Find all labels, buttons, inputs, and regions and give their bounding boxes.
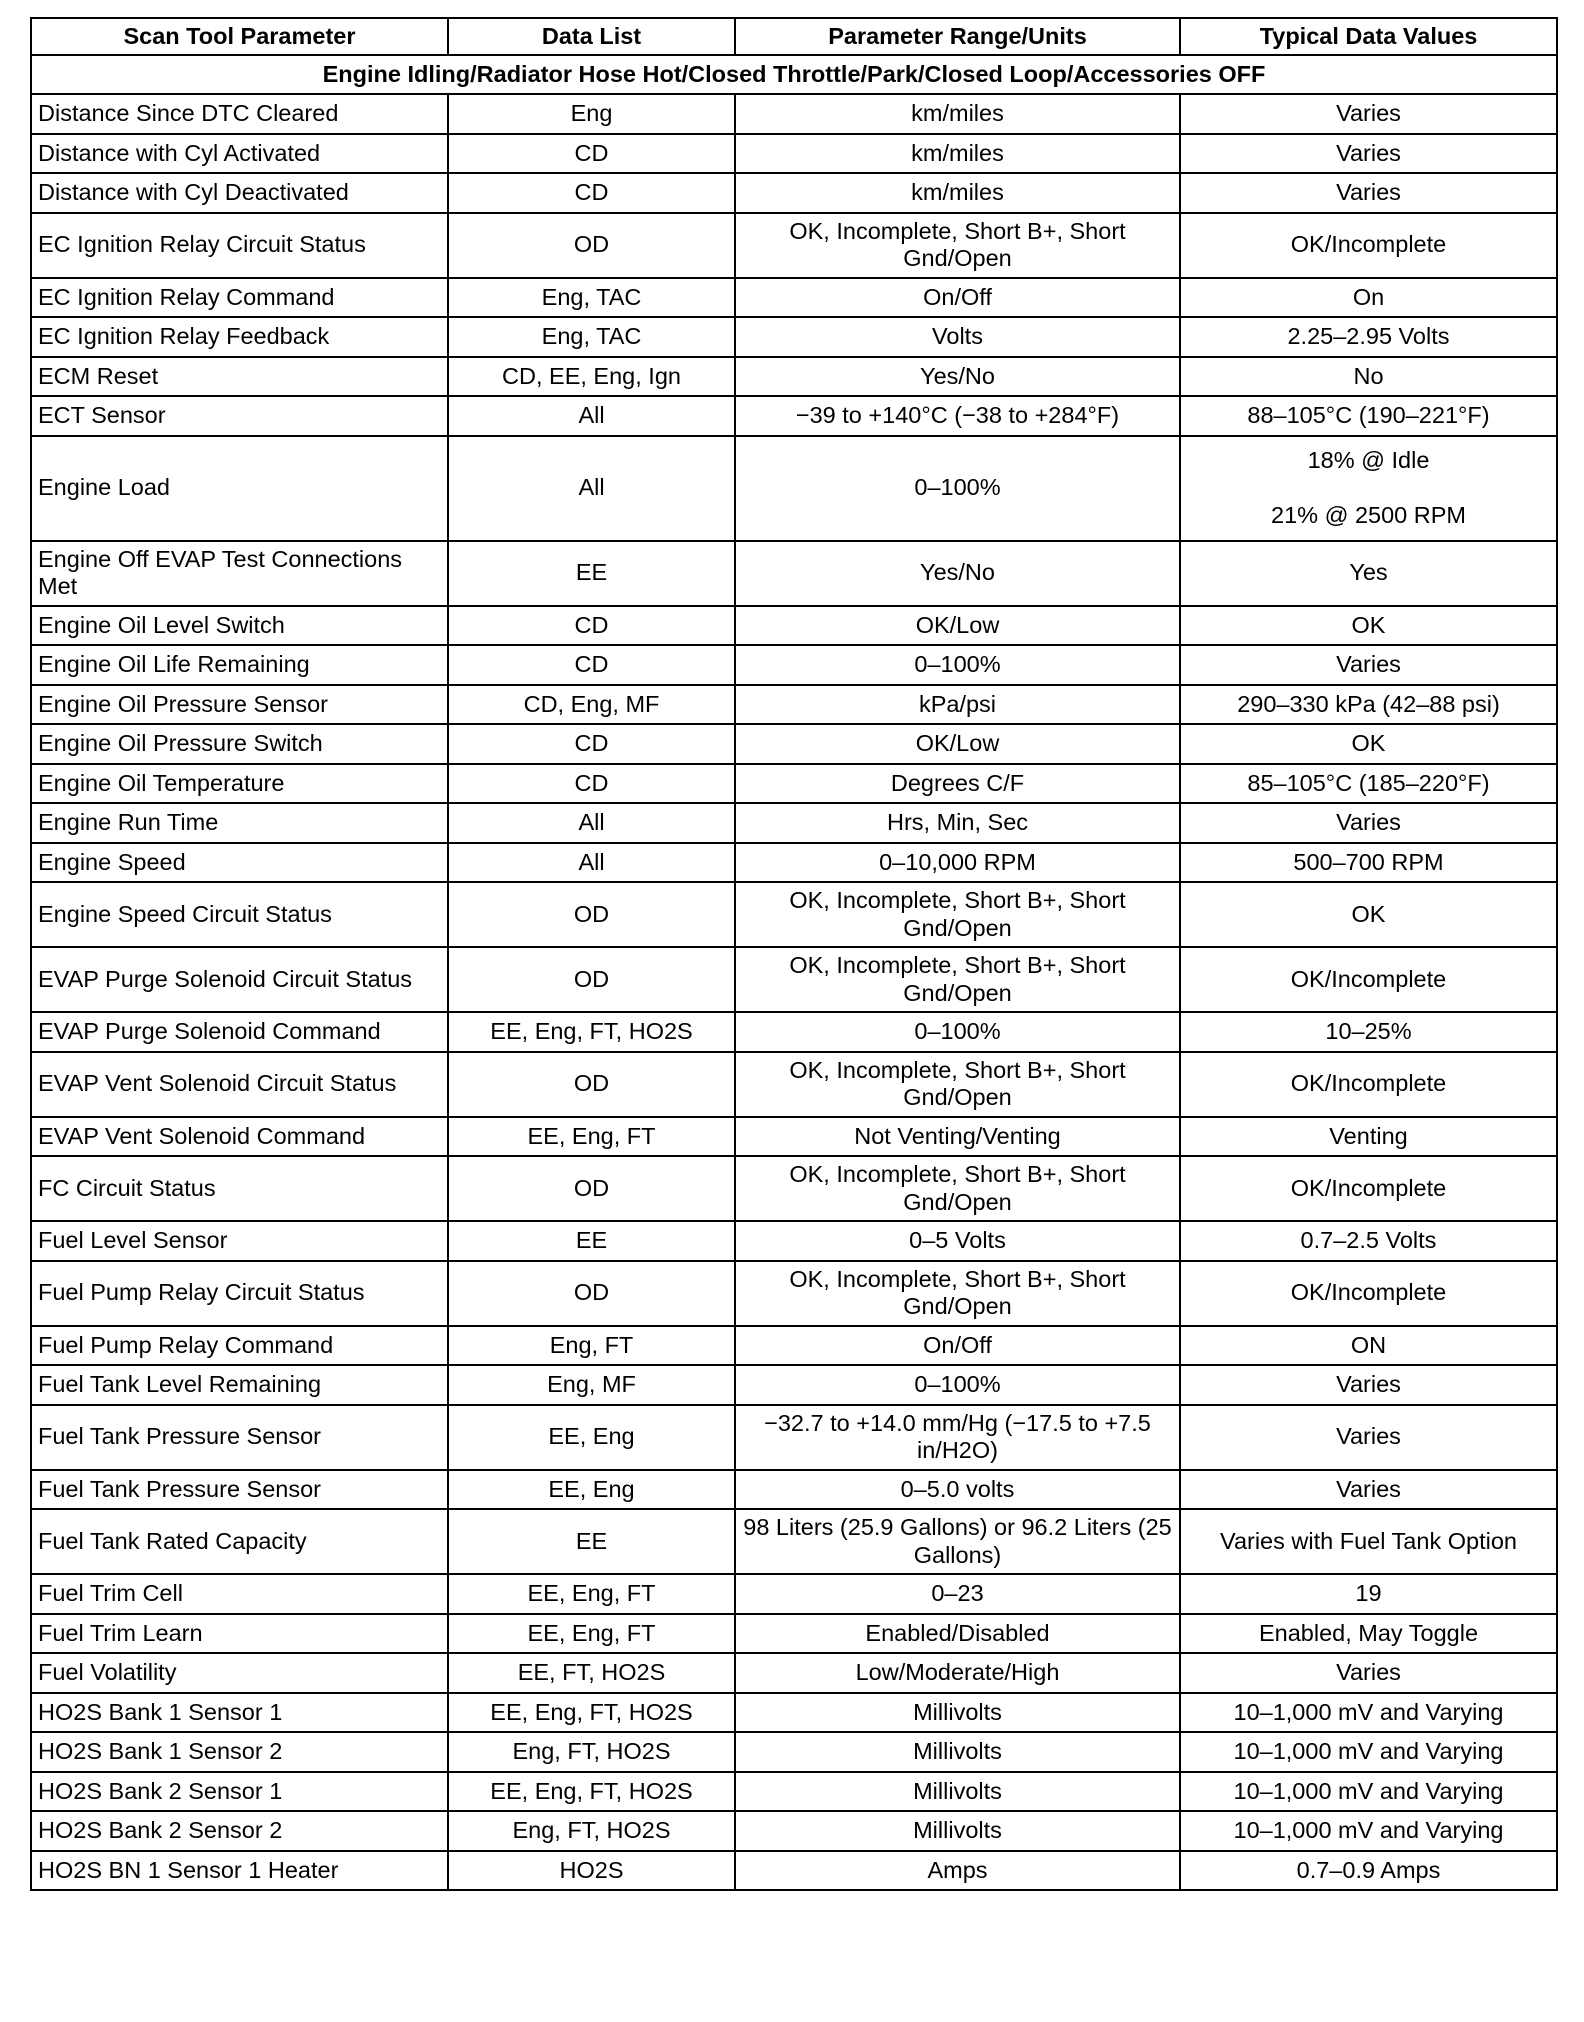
table-row bbox=[31, 1221, 1557, 1261]
row-range-cell: km/miles bbox=[735, 94, 1180, 134]
row-typical-cell: Venting bbox=[1180, 1117, 1557, 1157]
row-parameter-cell: EC Ignition Relay Feedback bbox=[31, 317, 448, 357]
table-row bbox=[31, 1653, 1557, 1693]
row-range-cell: 0–23 bbox=[735, 1574, 1180, 1614]
row-parameter-cell: Engine Load bbox=[31, 436, 448, 541]
table-row bbox=[31, 1574, 1557, 1614]
table-row bbox=[31, 1365, 1557, 1405]
header-parameter-range: Parameter Range/Units bbox=[735, 18, 1180, 55]
row-range-cell: 98 Liters (25.9 Gallons) or 96.2 Liters (25 Gallons) bbox=[735, 1509, 1180, 1574]
row-typical-cell: On bbox=[1180, 278, 1557, 318]
row-data-list-cell: Eng, FT bbox=[448, 1326, 735, 1366]
row-parameter-cell: ECT Sensor bbox=[31, 396, 448, 436]
row-range-cell: Degrees C/F bbox=[735, 764, 1180, 804]
row-typical-cell: 10–1,000 mV and Varying bbox=[1180, 1732, 1557, 1772]
row-typical-cell: 19 bbox=[1180, 1574, 1557, 1614]
row-data-list-cell: EE bbox=[448, 541, 735, 606]
row-data-list-cell: All bbox=[448, 843, 735, 883]
table-row bbox=[31, 645, 1557, 685]
row-typical-cell: ON bbox=[1180, 1326, 1557, 1366]
row-typical-cell: OK bbox=[1180, 724, 1557, 764]
row-typical-cell: 10–25% bbox=[1180, 1012, 1557, 1052]
table-row bbox=[31, 1156, 1557, 1221]
row-typical-cell: 88–105°C (190–221°F) bbox=[1180, 396, 1557, 436]
table-row bbox=[31, 1117, 1557, 1157]
row-parameter-cell: ECM Reset bbox=[31, 357, 448, 397]
table-row bbox=[31, 1851, 1557, 1891]
row-parameter-cell: Engine Oil Temperature bbox=[31, 764, 448, 804]
row-range-cell: 0–5.0 volts bbox=[735, 1470, 1180, 1510]
row-data-list-cell: OD bbox=[448, 1052, 735, 1117]
row-parameter-cell: Engine Off EVAP Test Connections Met bbox=[31, 541, 448, 606]
table-row bbox=[31, 1405, 1557, 1470]
row-data-list-cell: CD bbox=[448, 645, 735, 685]
row-range-cell: 0–10,000 RPM bbox=[735, 843, 1180, 883]
row-parameter-cell: Distance Since DTC Cleared bbox=[31, 94, 448, 134]
row-range-cell: Volts bbox=[735, 317, 1180, 357]
table-row bbox=[31, 606, 1557, 646]
row-typical-cell: Varies bbox=[1180, 1470, 1557, 1510]
row-parameter-cell: EVAP Purge Solenoid Circuit Status bbox=[31, 947, 448, 1012]
row-typical-cell: OK/Incomplete bbox=[1180, 1261, 1557, 1326]
row-data-list-cell: EE bbox=[448, 1509, 735, 1574]
row-data-list-cell: All bbox=[448, 396, 735, 436]
row-range-cell: OK, Incomplete, Short B+, Short Gnd/Open bbox=[735, 213, 1180, 278]
row-typical-cell: 2.25–2.95 Volts bbox=[1180, 317, 1557, 357]
header-scan-tool-parameter: Scan Tool Parameter bbox=[31, 18, 448, 55]
row-typical-cell: Varies bbox=[1180, 803, 1557, 843]
row-parameter-cell: EVAP Vent Solenoid Circuit Status bbox=[31, 1052, 448, 1117]
row-data-list-cell: OD bbox=[448, 1156, 735, 1221]
row-parameter-cell: EC Ignition Relay Command bbox=[31, 278, 448, 318]
table-body bbox=[31, 55, 1557, 1890]
row-parameter-cell: Distance with Cyl Deactivated bbox=[31, 173, 448, 213]
row-parameter-cell: FC Circuit Status bbox=[31, 1156, 448, 1221]
row-range-cell: On/Off bbox=[735, 1326, 1180, 1366]
row-typical-cell: OK/Incomplete bbox=[1180, 1156, 1557, 1221]
table-row bbox=[31, 317, 1557, 357]
row-typical-cell: Varies bbox=[1180, 1653, 1557, 1693]
row-range-cell: km/miles bbox=[735, 173, 1180, 213]
table-row bbox=[31, 94, 1557, 134]
row-parameter-cell: HO2S Bank 1 Sensor 2 bbox=[31, 1732, 448, 1772]
row-range-cell: Yes/No bbox=[735, 357, 1180, 397]
row-data-list-cell: EE, Eng bbox=[448, 1405, 735, 1470]
table-row bbox=[31, 843, 1557, 883]
row-parameter-cell: Fuel Tank Pressure Sensor bbox=[31, 1405, 448, 1470]
table-row bbox=[31, 1326, 1557, 1366]
row-parameter-cell: EC Ignition Relay Circuit Status bbox=[31, 213, 448, 278]
row-data-list-cell: CD, Eng, MF bbox=[448, 685, 735, 725]
row-range-cell: −39 to +140°C (−38 to +284°F) bbox=[735, 396, 1180, 436]
row-data-list-cell: All bbox=[448, 436, 735, 541]
row-data-list-cell: All bbox=[448, 803, 735, 843]
row-range-cell: On/Off bbox=[735, 278, 1180, 318]
row-range-cell: Millivolts bbox=[735, 1732, 1180, 1772]
row-typical-cell: OK bbox=[1180, 882, 1557, 947]
row-typical-cell: 85–105°C (185–220°F) bbox=[1180, 764, 1557, 804]
row-data-list-cell: EE, Eng, FT bbox=[448, 1574, 735, 1614]
row-range-cell: 0–100% bbox=[735, 436, 1180, 541]
row-parameter-cell: Engine Speed Circuit Status bbox=[31, 882, 448, 947]
row-parameter-cell: HO2S Bank 2 Sensor 2 bbox=[31, 1811, 448, 1851]
row-data-list-cell: CD bbox=[448, 173, 735, 213]
row-parameter-cell: Engine Speed bbox=[31, 843, 448, 883]
table-row bbox=[31, 1693, 1557, 1733]
row-parameter-cell: Engine Oil Life Remaining bbox=[31, 645, 448, 685]
row-typical-cell: Varies bbox=[1180, 94, 1557, 134]
row-typical-cell: 18% @ Idle 21% @ 2500 RPM bbox=[1180, 436, 1557, 541]
row-data-list-cell: CD bbox=[448, 724, 735, 764]
table-header bbox=[31, 18, 1557, 55]
table-row bbox=[31, 1052, 1557, 1117]
row-parameter-cell: Fuel Level Sensor bbox=[31, 1221, 448, 1261]
table-row bbox=[31, 1470, 1557, 1510]
table-row bbox=[31, 1772, 1557, 1812]
header-row bbox=[31, 18, 1557, 55]
row-typical-cell: Varies bbox=[1180, 1405, 1557, 1470]
row-range-cell: OK, Incomplete, Short B+, Short Gnd/Open bbox=[735, 882, 1180, 947]
row-data-list-cell: EE, Eng bbox=[448, 1470, 735, 1510]
header-typical-values: Typical Data Values bbox=[1180, 18, 1557, 55]
row-range-cell: Low/Moderate/High bbox=[735, 1653, 1180, 1693]
table-row bbox=[31, 436, 1557, 541]
row-parameter-cell: Engine Oil Pressure Switch bbox=[31, 724, 448, 764]
row-data-list-cell: EE, Eng, FT bbox=[448, 1117, 735, 1157]
row-data-list-cell: Eng, FT, HO2S bbox=[448, 1811, 735, 1851]
row-range-cell: Millivolts bbox=[735, 1811, 1180, 1851]
row-data-list-cell: OD bbox=[448, 213, 735, 278]
row-range-cell: OK/Low bbox=[735, 724, 1180, 764]
row-range-cell: 0–100% bbox=[735, 645, 1180, 685]
header-data-list: Data List bbox=[448, 18, 735, 55]
row-typical-cell: No bbox=[1180, 357, 1557, 397]
table-row bbox=[31, 1509, 1557, 1574]
row-parameter-cell: Fuel Trim Cell bbox=[31, 1574, 448, 1614]
table-row bbox=[31, 1614, 1557, 1654]
row-data-list-cell: HO2S bbox=[448, 1851, 735, 1891]
row-parameter-cell: Engine Oil Level Switch bbox=[31, 606, 448, 646]
row-range-cell: Yes/No bbox=[735, 541, 1180, 606]
row-typical-cell: Enabled, May Toggle bbox=[1180, 1614, 1557, 1654]
table-row bbox=[31, 764, 1557, 804]
row-data-list-cell: EE, Eng, FT, HO2S bbox=[448, 1772, 735, 1812]
condition-row bbox=[31, 55, 1557, 94]
row-parameter-cell: Fuel Volatility bbox=[31, 1653, 448, 1693]
row-data-list-cell: OD bbox=[448, 882, 735, 947]
row-data-list-cell: EE, Eng, FT bbox=[448, 1614, 735, 1654]
table-row bbox=[31, 947, 1557, 1012]
row-typical-cell: OK/Incomplete bbox=[1180, 1052, 1557, 1117]
row-parameter-cell: Fuel Tank Level Remaining bbox=[31, 1365, 448, 1405]
row-data-list-cell: EE, FT, HO2S bbox=[448, 1653, 735, 1693]
row-typical-cell: 0.7–0.9 Amps bbox=[1180, 1851, 1557, 1891]
table-row bbox=[31, 1012, 1557, 1052]
row-data-list-cell: Eng, FT, HO2S bbox=[448, 1732, 735, 1772]
row-range-cell: Enabled/Disabled bbox=[735, 1614, 1180, 1654]
row-range-cell: km/miles bbox=[735, 134, 1180, 174]
row-parameter-cell: HO2S Bank 2 Sensor 1 bbox=[31, 1772, 448, 1812]
row-data-list-cell: EE, Eng, FT, HO2S bbox=[448, 1012, 735, 1052]
row-typical-cell: Varies bbox=[1180, 173, 1557, 213]
row-data-list-cell: Eng, TAC bbox=[448, 317, 735, 357]
row-range-cell: 0–100% bbox=[735, 1012, 1180, 1052]
row-range-cell: kPa/psi bbox=[735, 685, 1180, 725]
table-row bbox=[31, 357, 1557, 397]
row-data-list-cell: Eng, MF bbox=[448, 1365, 735, 1405]
row-range-cell: Millivolts bbox=[735, 1693, 1180, 1733]
row-typical-cell: 10–1,000 mV and Varying bbox=[1180, 1772, 1557, 1812]
row-typical-cell: 0.7–2.5 Volts bbox=[1180, 1221, 1557, 1261]
row-parameter-cell: Fuel Tank Rated Capacity bbox=[31, 1509, 448, 1574]
row-data-list-cell: CD bbox=[448, 606, 735, 646]
row-data-list-cell: CD bbox=[448, 764, 735, 804]
row-parameter-cell: Fuel Trim Learn bbox=[31, 1614, 448, 1654]
row-parameter-cell: HO2S Bank 1 Sensor 1 bbox=[31, 1693, 448, 1733]
table-row bbox=[31, 685, 1557, 725]
table-row bbox=[31, 541, 1557, 606]
row-typical-cell: Varies bbox=[1180, 134, 1557, 174]
row-range-cell: Millivolts bbox=[735, 1772, 1180, 1812]
row-typical-cell: Varies bbox=[1180, 645, 1557, 685]
table-row bbox=[31, 1811, 1557, 1851]
row-data-list-cell: Eng bbox=[448, 94, 735, 134]
row-parameter-cell: Engine Oil Pressure Sensor bbox=[31, 685, 448, 725]
row-parameter-cell: Fuel Pump Relay Command bbox=[31, 1326, 448, 1366]
row-range-cell: −32.7 to +14.0 mm/Hg (−17.5 to +7.5 in/H2O) bbox=[735, 1405, 1180, 1470]
table-row bbox=[31, 1732, 1557, 1772]
row-data-list-cell: OD bbox=[448, 947, 735, 1012]
row-parameter-cell: HO2S BN 1 Sensor 1 Heater bbox=[31, 1851, 448, 1891]
row-typical-cell: OK/Incomplete bbox=[1180, 947, 1557, 1012]
row-typical-cell: 10–1,000 mV and Varying bbox=[1180, 1693, 1557, 1733]
table-row bbox=[31, 278, 1557, 318]
row-parameter-cell: Engine Run Time bbox=[31, 803, 448, 843]
scan-tool-data-table bbox=[30, 17, 1558, 1891]
table-row bbox=[31, 803, 1557, 843]
row-range-cell: Not Venting/Venting bbox=[735, 1117, 1180, 1157]
row-range-cell: OK, Incomplete, Short B+, Short Gnd/Open bbox=[735, 947, 1180, 1012]
row-typical-cell: Yes bbox=[1180, 541, 1557, 606]
row-typical-cell: OK bbox=[1180, 606, 1557, 646]
table-row bbox=[31, 396, 1557, 436]
row-range-cell: OK/Low bbox=[735, 606, 1180, 646]
row-range-cell: OK, Incomplete, Short B+, Short Gnd/Open bbox=[735, 1156, 1180, 1221]
row-range-cell: Hrs, Min, Sec bbox=[735, 803, 1180, 843]
row-data-list-cell: Eng, TAC bbox=[448, 278, 735, 318]
table-row bbox=[31, 134, 1557, 174]
row-data-list-cell: OD bbox=[448, 1261, 735, 1326]
row-typical-cell: 10–1,000 mV and Varying bbox=[1180, 1811, 1557, 1851]
row-typical-cell: Varies bbox=[1180, 1365, 1557, 1405]
row-range-cell: Amps bbox=[735, 1851, 1180, 1891]
row-range-cell: 0–5 Volts bbox=[735, 1221, 1180, 1261]
table-row bbox=[31, 173, 1557, 213]
row-range-cell: OK, Incomplete, Short B+, Short Gnd/Open bbox=[735, 1261, 1180, 1326]
row-range-cell: 0–100% bbox=[735, 1365, 1180, 1405]
row-data-list-cell: EE bbox=[448, 1221, 735, 1261]
row-data-list-cell: EE, Eng, FT, HO2S bbox=[448, 1693, 735, 1733]
row-typical-cell: Varies with Fuel Tank Option bbox=[1180, 1509, 1557, 1574]
row-range-cell: OK, Incomplete, Short B+, Short Gnd/Open bbox=[735, 1052, 1180, 1117]
operating-condition: Engine Idling/Radiator Hose Hot/Closed Throttle/Park/Closed Loop/Accessories OFF bbox=[31, 55, 1557, 94]
row-parameter-cell: EVAP Vent Solenoid Command bbox=[31, 1117, 448, 1157]
row-typical-cell: OK/Incomplete bbox=[1180, 213, 1557, 278]
row-parameter-cell: Distance with Cyl Activated bbox=[31, 134, 448, 174]
row-data-list-cell: CD bbox=[448, 134, 735, 174]
row-parameter-cell: Fuel Tank Pressure Sensor bbox=[31, 1470, 448, 1510]
table-row bbox=[31, 213, 1557, 278]
table-row bbox=[31, 1261, 1557, 1326]
row-parameter-cell: Fuel Pump Relay Circuit Status bbox=[31, 1261, 448, 1326]
row-parameter-cell: EVAP Purge Solenoid Command bbox=[31, 1012, 448, 1052]
table-row bbox=[31, 882, 1557, 947]
table-row bbox=[31, 724, 1557, 764]
row-data-list-cell: CD, EE, Eng, Ign bbox=[448, 357, 735, 397]
row-typical-cell: 290–330 kPa (42–88 psi) bbox=[1180, 685, 1557, 725]
row-typical-cell: 500–700 RPM bbox=[1180, 843, 1557, 883]
